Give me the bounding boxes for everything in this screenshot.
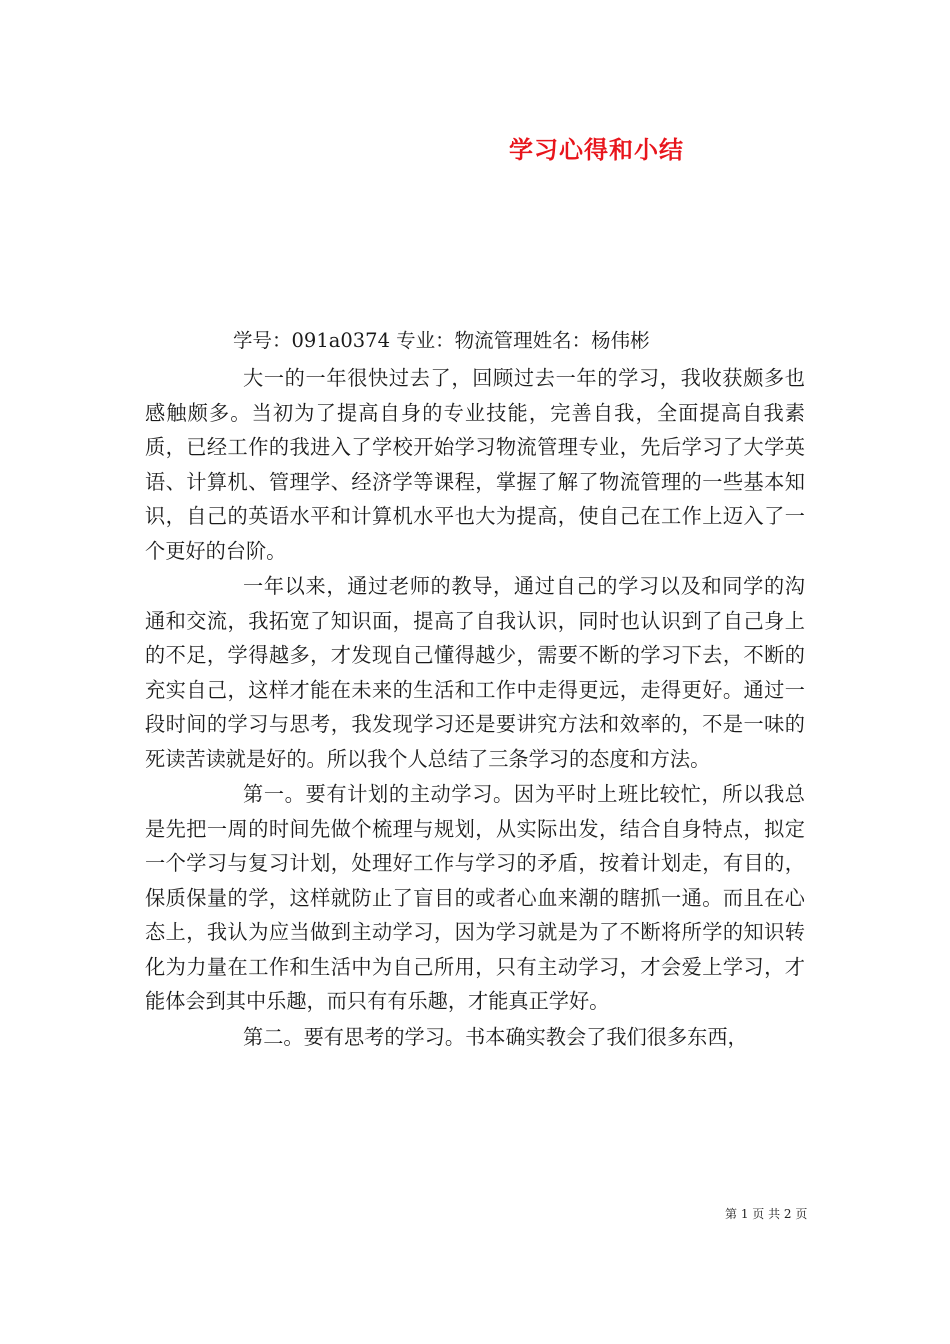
paragraph-2: 一年以来，通过老师的教导，通过自己的学习以及和同学的沟通和交流，我拓宽了知识面，提高了自我认识，同时也认识到了自己身上的不足，学得越多，才发现自己懂得越少，需要不断的学习下去，不断的充实自己，这样才能在未来的生活和工作中走得更远，走得更好。通过一段时间的学习与思考，我发现学习还是要讲究方法和效率的，不是一味的死读苦读就是好的。所以我个人总结了三条学习的态度和方法。	[145, 574, 805, 771]
paragraph-4: 第二。要有思考的学习。书本确实教会了我们很多东西，	[243, 1024, 748, 1049]
document-title: 学习心得和小结	[509, 136, 684, 164]
page-number-footer: 第 1 页 共 2 页	[725, 1207, 808, 1221]
student-info-line: 学号：091a0374 专业：物流管理姓名：杨伟彬	[233, 329, 650, 352]
paragraph-1: 大一的一年很快过去了，回顾过去一年的学习，我收获颇多也感触颇多。当初为了提高自身的专业技能，完善自我，全面提高自我素质，已经工作的我进入了学校开始学习物流管理专业，先后学习了大学英语、计算机、管理学、经济学等课程，掌握了解了物流管理的一些基本知识，自己的英语水平和计算机水平也大为提高，使自己在工作上迈入了一个更好的台阶。	[145, 366, 805, 563]
paragraph-3: 第一。要有计划的主动学习。因为平时上班比较忙，所以我总是先把一周的时间先做个梳理与规划，从实际出发，结合自身特点，拟定一个学习与复习计划，处理好工作与学习的矛盾，按着计划走，有目的，保质保量的学，这样就防止了盲目的或者心血来潮的瞎抓一通。而且在心态上，我认为应当做到主动学习，因为学习就是为了不断将所学的知识转化为力量在工作和生活中为自己所用，只有主动学习，才会爱上学习，才能体会到其中乐趣，而只有有乐趣，才能真正学好。	[145, 782, 805, 1013]
document-body	[145, 361, 805, 1054]
